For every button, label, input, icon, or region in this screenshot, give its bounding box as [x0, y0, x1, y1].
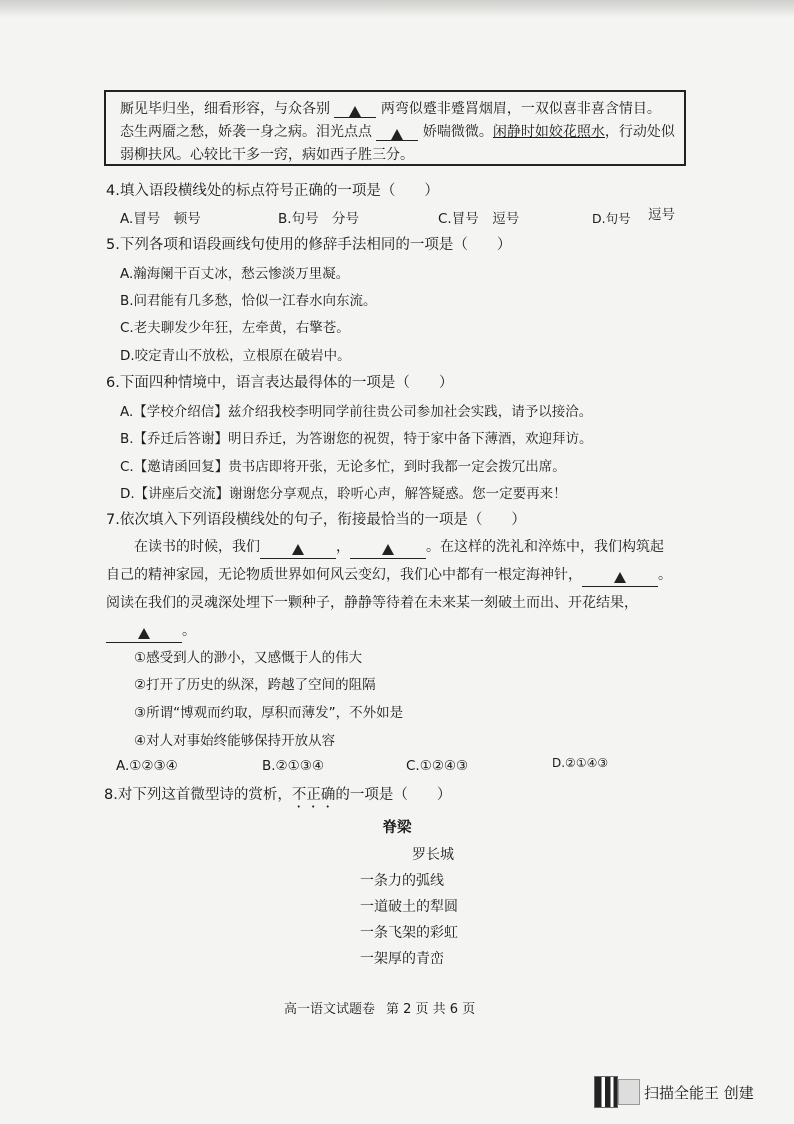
- passage-box: [104, 90, 686, 166]
- watermark-text: 扫描全能王 创建: [644, 1084, 754, 1102]
- q7-option-d: D.②①④③: [552, 756, 609, 770]
- poem-title: 脊梁: [382, 819, 412, 836]
- passage-blank-2: [376, 124, 418, 141]
- scan-edge: [0, 0, 794, 18]
- q4-option-b: B.句号 分号: [278, 211, 360, 227]
- q4-option-d-tail: 逗号: [648, 207, 675, 223]
- q7-option-c: C.①②④③: [406, 758, 469, 774]
- q5-option-c: C.老夫聊发少年狂，左牵黄，右擎苍。: [120, 320, 350, 336]
- poem-line-3: 一条飞架的彩虹: [360, 925, 458, 941]
- passage-line-2: 态生两靥之愁，娇袭一身之病。泪光点点 娇喘微微。闲静时如姣花照水，行动处似: [120, 124, 675, 140]
- q6-option-a: A.【学校介绍信】兹介绍我校李明同学前往贵公司参加社会实践，请予以接洽。: [120, 404, 593, 420]
- q7-blank-2: [350, 542, 426, 559]
- footer-title: 高一语文试题卷: [284, 1002, 376, 1017]
- underlined-sentence: 闲静时如姣花照水: [492, 124, 605, 140]
- poem-line-1: 一条力的弧线: [360, 873, 444, 889]
- q7-option-a: A.①②③④: [116, 758, 178, 774]
- poem-author: 罗长城: [412, 847, 454, 863]
- triangle-icon: [391, 129, 403, 140]
- scanner-watermark: [594, 1076, 764, 1110]
- q7-blank-4: [106, 626, 182, 643]
- q7-blank-1: [260, 542, 336, 559]
- q7-item-1: ①感受到人的渺小，又感慨于人的伟大: [134, 650, 363, 666]
- q6-option-d: D.【讲座后交流】谢谢您分享观点，聆听心声，解答疑惑。您一定要再来！: [120, 486, 567, 502]
- poem-line-4: 一架厚的青峦: [360, 951, 444, 967]
- app-logo-icon: [618, 1079, 640, 1105]
- passage-line-3: 弱柳扶风。心较比干多一窍，病如西子胜三分。: [120, 147, 414, 163]
- poem-line-2: 一道破土的犁圆: [360, 899, 458, 915]
- emphasized-word: 不正确: [291, 787, 336, 803]
- q4-option-d: D.句号: [592, 211, 631, 226]
- q6-option-c: C.【邀请函回复】贵书店即将开张，无论多忙，到时我都一定会拨冗出席。: [120, 459, 566, 475]
- qr-code-icon: [594, 1076, 618, 1108]
- q7-paragraph-line-1: 在读书的时候，我们 ， 。在这样的洗礼和淬炼中，我们构筑起: [134, 536, 664, 559]
- q5-option-d: D.咬定青山不放松，立根原在破岩中。: [120, 348, 351, 364]
- q7-option-b: B.②①③④: [262, 758, 324, 774]
- q4-option-c: C.冒号 逗号: [438, 211, 520, 227]
- q7-blank-3: [582, 570, 658, 587]
- q5-option-b: B.问君能有几多愁，恰似一江春水向东流。: [120, 293, 377, 309]
- q7-item-3: ③所谓“博观而约取，厚积而薄发”，不外如是: [134, 705, 404, 721]
- q6-option-b: B.【乔迁后答谢】明日乔迁，为答谢您的祝贺，特于家中备下薄酒，欢迎拜访。: [120, 431, 593, 447]
- q6-stem: 6.下面四种情境中，语言表达最得体的一项是（ ）: [106, 375, 454, 391]
- q7-item-4: ④对人对事始终能够保持开放从容: [134, 733, 336, 749]
- triangle-icon: [292, 544, 304, 555]
- triangle-icon: [138, 628, 150, 639]
- q7-stem: 7.依次填入下列语段横线处的句子，衔接最恰当的一项是（ ）: [106, 512, 526, 528]
- triangle-icon: [349, 106, 361, 117]
- q7-item-2: ②打开了历史的纵深，跨越了空间的阻隔: [134, 677, 376, 693]
- q4-stem: 4.填入语段横线处的标点符号正确的一项是（ ）: [106, 183, 439, 199]
- q4-option-a: A.冒号 顿号: [120, 211, 201, 227]
- q5-stem: 5.下列各项和语段画线句使用的修辞手法相同的一项是（ ）: [106, 237, 512, 253]
- q7-paragraph-line-2: 自己的精神家园，无论物质世界如何风云变幻，我们心中都有一根定海神针， 。: [106, 564, 672, 587]
- triangle-icon: [382, 544, 394, 555]
- q8-stem: 8.对下列这首微型诗的赏析，不正确的一项是（ ）: [104, 787, 452, 803]
- q7-paragraph-line-3: 阅读在我们的灵魂深处埋下一颗种子，静静等待着在未来某一刻破土而出、开花结果，: [106, 595, 638, 611]
- passage-blank-1: [334, 101, 376, 118]
- passage-line-1: 厮见毕归坐，细看形容，与众各别 两弯似蹙非蹙罥烟眉，一双似喜非喜含情目。: [120, 101, 661, 117]
- q5-option-a: A.瀚海阑干百丈冰，愁云惨淡万里凝。: [120, 266, 350, 282]
- triangle-icon: [614, 572, 626, 583]
- footer-page-number: 第 2 页 共 6 页: [386, 1002, 476, 1017]
- q7-paragraph-line-4: 。: [106, 620, 196, 643]
